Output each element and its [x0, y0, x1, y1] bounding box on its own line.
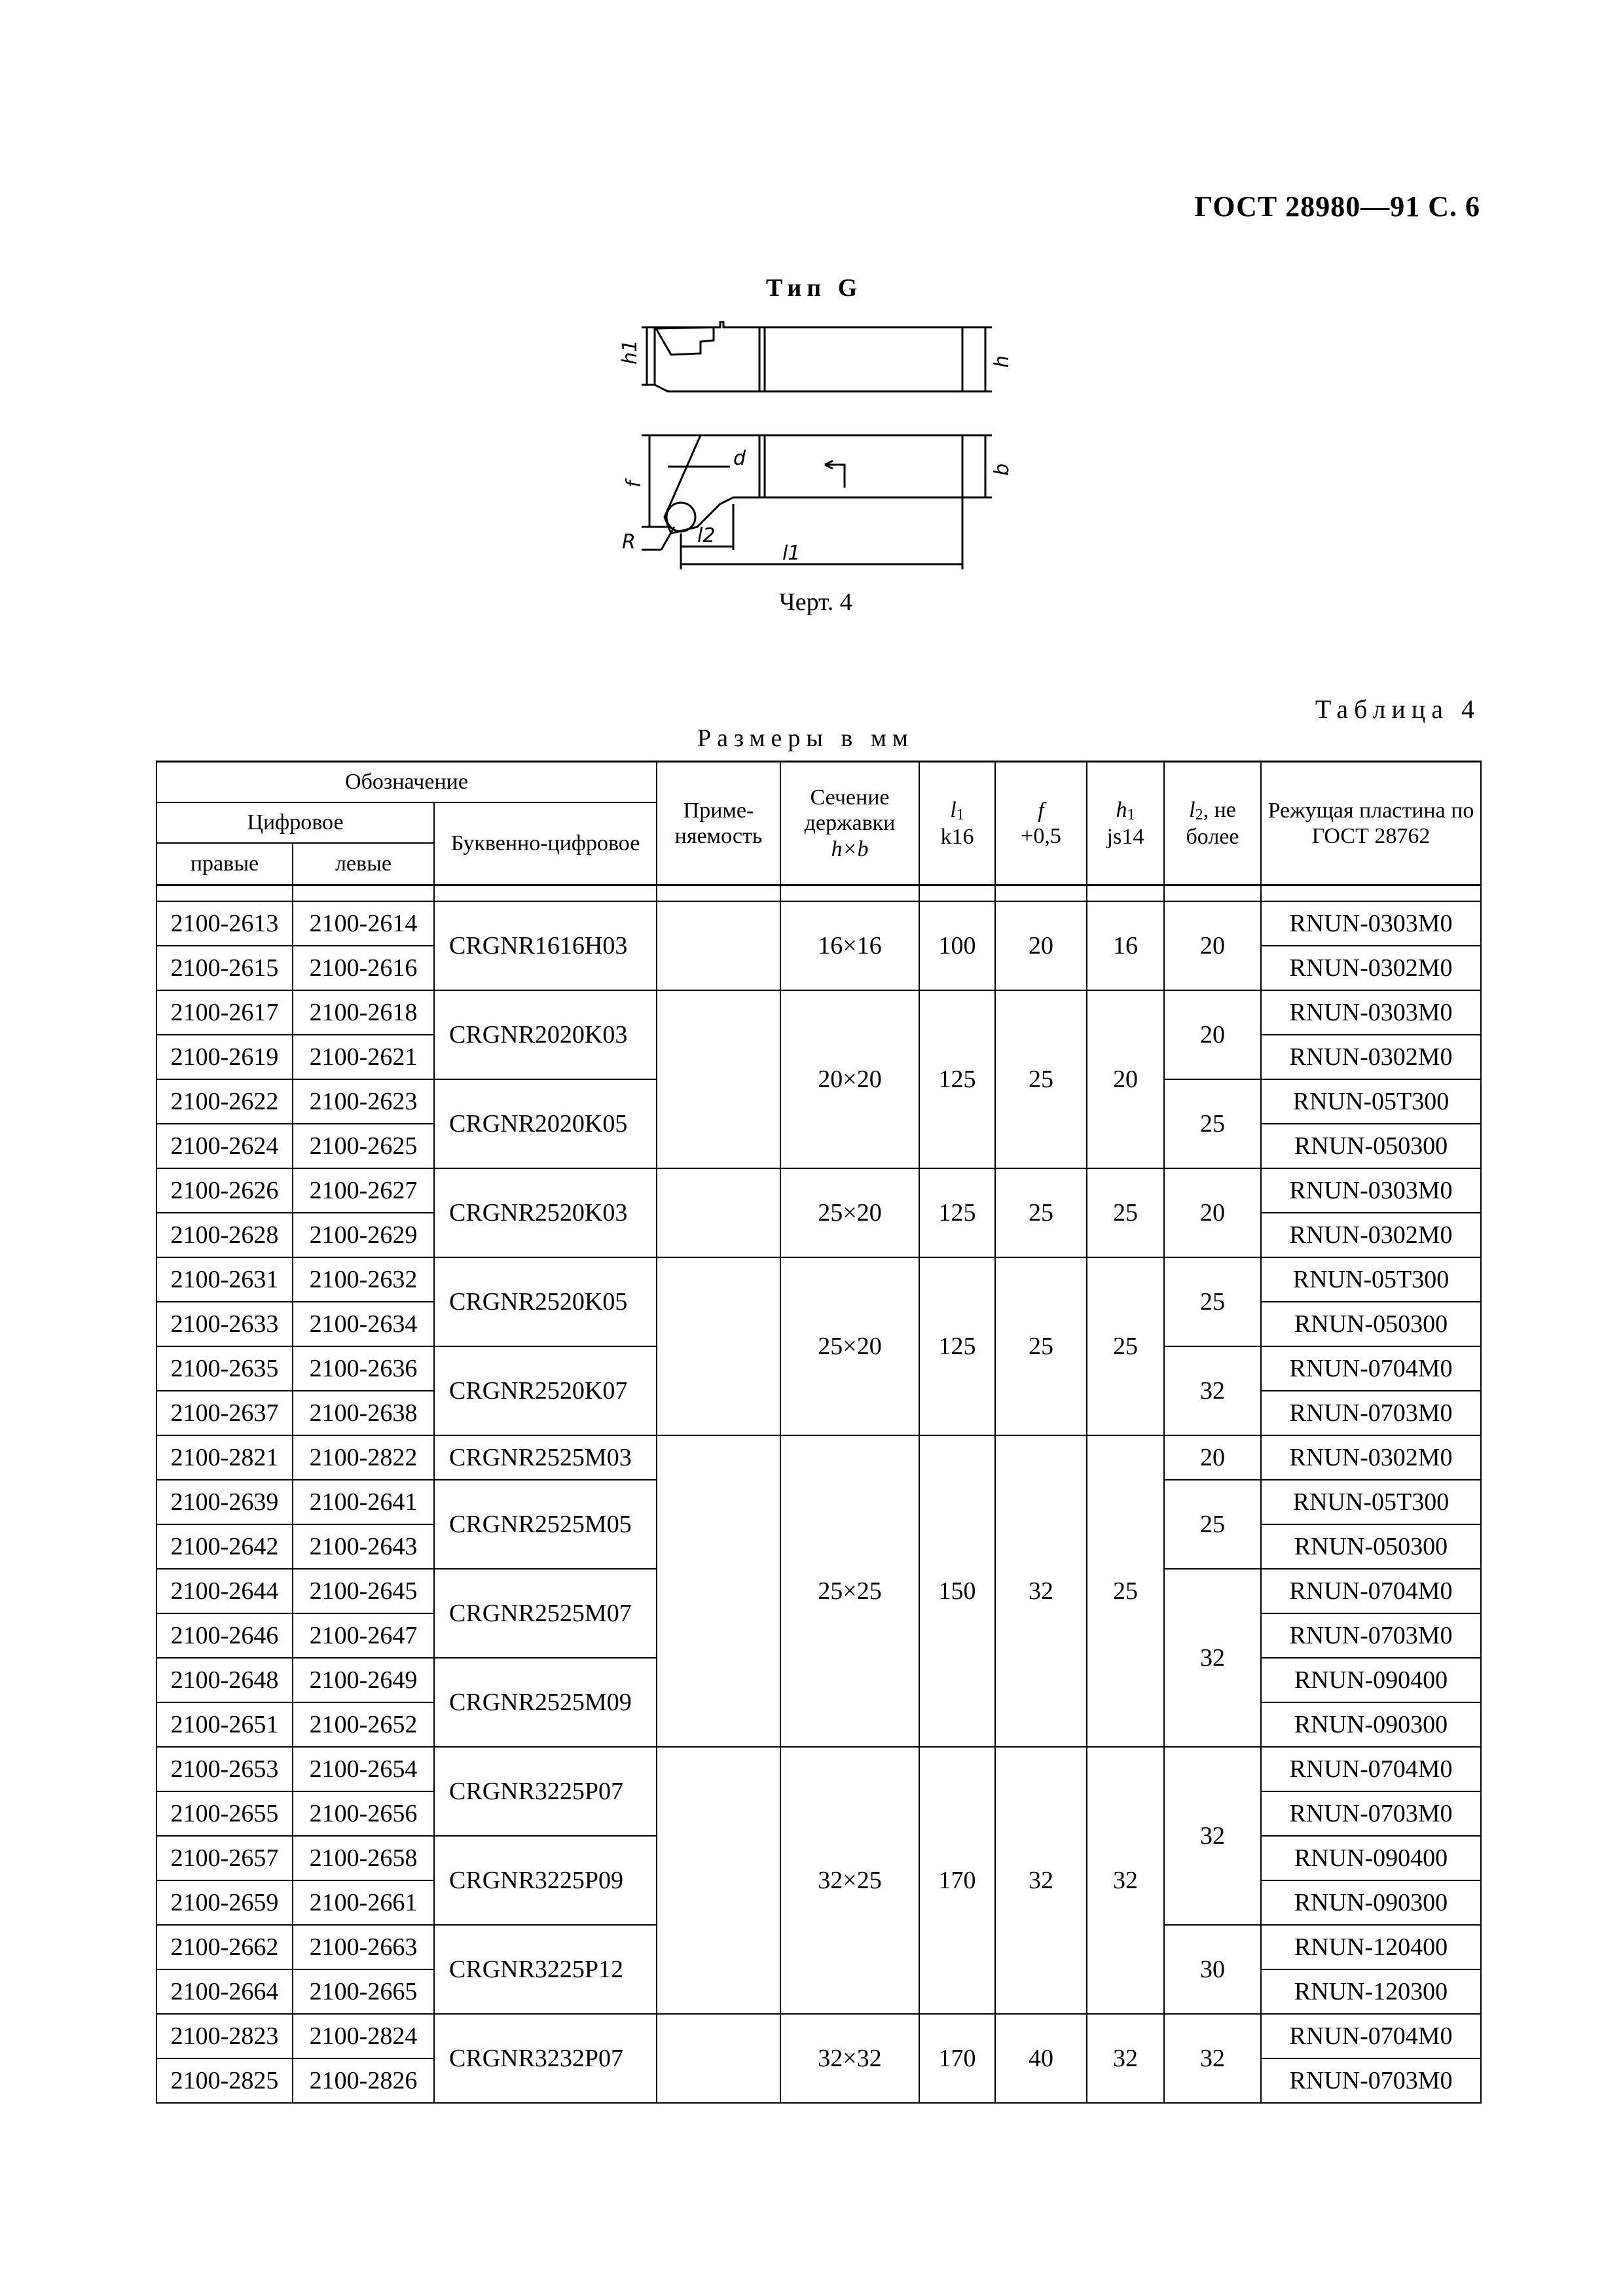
cell-insert: RNUN-0703M0	[1261, 1613, 1481, 1658]
cell-l2: 32	[1164, 1747, 1261, 1925]
cell-left-code: 2100-2656	[293, 1791, 434, 1836]
dim-label-l2: l2	[697, 524, 716, 547]
cell-insert: RNUN-0704M0	[1261, 1569, 1481, 1613]
cell-insert: RNUN-090400	[1261, 1658, 1481, 1702]
cell-left-code: 2100-2621	[293, 1035, 434, 1079]
cell-left-code: 2100-2634	[293, 1302, 434, 1346]
cell-l1: 170	[919, 2014, 995, 2103]
cell-h1: 32	[1087, 1747, 1164, 2014]
cell-alnum-code: CRGNR3225P09	[434, 1836, 657, 1925]
figure-caption: Черт. 4	[779, 588, 852, 616]
cell-insert: RNUN-0302M0	[1261, 1435, 1481, 1480]
cell-right-code: 2100-2823	[156, 2014, 293, 2058]
dim-label-h1: h1	[619, 339, 642, 365]
cell-right-code: 2100-2639	[156, 1480, 293, 1524]
cell-left-code: 2100-2824	[293, 2014, 434, 2058]
cell-right-code: 2100-2646	[156, 1613, 293, 1658]
cell-insert: RNUN-050300	[1261, 1124, 1481, 1168]
cell-left-code: 2100-2663	[293, 1925, 434, 1969]
table-row	[156, 1168, 1481, 1213]
cell-applicability	[657, 990, 780, 1168]
cell-alnum-code: CRGNR1616H03	[434, 901, 657, 990]
cell-right-code: 2100-2626	[156, 1168, 293, 1213]
insert-seat	[656, 327, 714, 355]
cell-alnum-code: CRGNR3225P07	[434, 1747, 657, 1836]
table-row	[156, 1435, 1481, 1480]
cell-right-code: 2100-2644	[156, 1569, 293, 1613]
header-h1: h1 js14	[1087, 762, 1164, 886]
cell-alnum-code: CRGNR2020K05	[434, 1079, 657, 1168]
cell-right-code: 2100-2619	[156, 1035, 293, 1079]
cell-insert: RNUN-0302M0	[1261, 946, 1481, 990]
cell-insert: RNUN-120300	[1261, 1969, 1481, 2014]
header-right: правые	[156, 843, 293, 886]
dim-label-r: R	[622, 531, 636, 554]
cell-l1: 170	[919, 1747, 995, 2014]
cell-right-code: 2100-2631	[156, 1257, 293, 1302]
cell-alnum-code: CRGNR3225P12	[434, 1925, 657, 2014]
cell-right-code: 2100-2657	[156, 1836, 293, 1880]
cell-applicability	[657, 1257, 780, 1435]
cell-alnum-code: CRGNR2020K03	[434, 990, 657, 1079]
cell-applicability	[657, 1747, 780, 2014]
cell-f: 25	[995, 1168, 1087, 1257]
cell-insert: RNUN-120400	[1261, 1925, 1481, 1969]
cell-f: 25	[995, 990, 1087, 1168]
header-applicability: Приме-няемость	[657, 762, 780, 886]
cell-left-code: 2100-2625	[293, 1124, 434, 1168]
cell-right-code: 2100-2635	[156, 1346, 293, 1391]
cell-left-code: 2100-2623	[293, 1079, 434, 1124]
dim-label-l1: l1	[782, 542, 801, 565]
cell-l1: 100	[919, 901, 995, 990]
cell-applicability	[657, 901, 780, 990]
cell-alnum-code: CRGNR2520K05	[434, 1257, 657, 1346]
insert-circle	[666, 503, 695, 531]
cell-left-code: 2100-2658	[293, 1836, 434, 1880]
cell-l1: 125	[919, 1168, 995, 1257]
table-row	[156, 1257, 1481, 1302]
cell-left-code: 2100-2616	[293, 946, 434, 990]
page-header: ГОСТ 28980—91 С. 6	[1194, 190, 1480, 223]
cell-left-code: 2100-2627	[293, 1168, 434, 1213]
cell-left-code: 2100-2645	[293, 1569, 434, 1613]
cell-left-code: 2100-2665	[293, 1969, 434, 2014]
cell-h1: 25	[1087, 1435, 1164, 1747]
cell-right-code: 2100-2653	[156, 1747, 293, 1791]
table-body	[156, 886, 1481, 2104]
cell-alnum-code: CRGNR2525M09	[434, 1658, 657, 1747]
cell-right-code: 2100-2821	[156, 1435, 293, 1480]
cell-insert: RNUN-090300	[1261, 1880, 1481, 1925]
cell-l2: 20	[1164, 990, 1261, 1079]
cell-f: 25	[995, 1257, 1087, 1435]
cell-l2: 20	[1164, 1435, 1261, 1480]
cell-l2: 25	[1164, 1257, 1261, 1346]
table-row	[156, 901, 1481, 946]
cell-right-code: 2100-2655	[156, 1791, 293, 1836]
cell-left-code: 2100-2638	[293, 1391, 434, 1435]
cell-right-code: 2100-2637	[156, 1391, 293, 1435]
cell-l2: 20	[1164, 1168, 1261, 1257]
table-row	[156, 1747, 1481, 1791]
table-row	[156, 990, 1481, 1035]
cell-insert: RNUN-0302M0	[1261, 1035, 1481, 1079]
cell-l2: 32	[1164, 1346, 1261, 1435]
cell-l2: 32	[1164, 2014, 1261, 2103]
cell-applicability	[657, 2014, 780, 2103]
header-l1: l1 k16	[919, 762, 995, 886]
cell-right-code: 2100-2651	[156, 1702, 293, 1747]
header-left: левые	[293, 843, 434, 886]
cell-insert: RNUN-05T300	[1261, 1480, 1481, 1524]
cell-insert: RNUN-05T300	[1261, 1257, 1481, 1302]
cell-applicability	[657, 1168, 780, 1257]
cell-left-code: 2100-2649	[293, 1658, 434, 1702]
cell-left-code: 2100-2636	[293, 1346, 434, 1391]
dim-label-h: h	[991, 355, 1013, 368]
cell-h1: 16	[1087, 901, 1164, 990]
spec-table	[156, 761, 1482, 2104]
dim-label-b: b	[991, 463, 1013, 476]
cell-f: 32	[995, 1435, 1087, 1747]
cell-insert: RNUN-050300	[1261, 1524, 1481, 1569]
cell-insert: RNUN-0704M0	[1261, 1747, 1481, 1791]
cell-h1: 20	[1087, 990, 1164, 1168]
cell-insert: RNUN-0303M0	[1261, 990, 1481, 1035]
cell-f: 32	[995, 1747, 1087, 2014]
cell-insert: RNUN-0704M0	[1261, 2014, 1481, 2058]
cell-section: 25×25	[780, 1435, 919, 1747]
header-digital: Цифровое	[156, 802, 434, 843]
cell-insert: RNUN-090400	[1261, 1836, 1481, 1880]
header-l2: l2, не более	[1164, 762, 1261, 886]
cell-insert: RNUN-050300	[1261, 1302, 1481, 1346]
cell-alnum-code: CRGNR2520K03	[434, 1168, 657, 1257]
header-section: Сечение державки h×b	[780, 762, 919, 886]
units-note: Размеры в мм	[697, 725, 914, 752]
header-insert: Режущая пластина по ГОСТ 28762	[1261, 762, 1481, 886]
cell-right-code: 2100-2662	[156, 1925, 293, 1969]
cell-right-code: 2100-2664	[156, 1969, 293, 2014]
cell-right-code: 2100-2633	[156, 1302, 293, 1346]
cell-section: 32×25	[780, 1747, 919, 2014]
cell-left-code: 2100-2826	[293, 2058, 434, 2103]
header-designation: Обозначение	[156, 762, 657, 803]
cell-right-code: 2100-2648	[156, 1658, 293, 1702]
cell-insert: RNUN-090300	[1261, 1702, 1481, 1747]
cell-h1: 25	[1087, 1257, 1164, 1435]
cell-l2: 25	[1164, 1079, 1261, 1168]
cell-right-code: 2100-2624	[156, 1124, 293, 1168]
header-alnum: Буквенно-цифровое	[434, 802, 657, 886]
bottom-view-outline	[665, 435, 962, 533]
cell-right-code: 2100-2613	[156, 901, 293, 946]
cell-left-code: 2100-2647	[293, 1613, 434, 1658]
cell-right-code: 2100-2617	[156, 990, 293, 1035]
cell-alnum-code: CRGNR2520K07	[434, 1346, 657, 1435]
cell-insert: RNUN-0303M0	[1261, 1168, 1481, 1213]
cell-insert: RNUN-05T300	[1261, 1079, 1481, 1124]
cell-left-code: 2100-2654	[293, 1747, 434, 1791]
figure-type-title: Тип G	[766, 274, 863, 302]
cell-l1: 150	[919, 1435, 995, 1747]
cell-alnum-code: CRGNR2525M05	[434, 1480, 657, 1569]
header-f: f +0,5	[995, 762, 1087, 886]
cell-right-code: 2100-2659	[156, 1880, 293, 1925]
top-view-outline	[655, 322, 962, 391]
cell-l2: 25	[1164, 1480, 1261, 1569]
cell-l2: 32	[1164, 1569, 1261, 1747]
cell-section: 32×32	[780, 2014, 919, 2103]
cell-section: 25×20	[780, 1168, 919, 1257]
cell-insert: RNUN-0303M0	[1261, 901, 1481, 946]
cell-l2: 20	[1164, 901, 1261, 990]
cell-right-code: 2100-2615	[156, 946, 293, 990]
cell-left-code: 2100-2618	[293, 990, 434, 1035]
dim-label-d: d	[733, 447, 746, 470]
cell-right-code: 2100-2622	[156, 1079, 293, 1124]
cell-left-code: 2100-2632	[293, 1257, 434, 1302]
cell-left-code: 2100-2643	[293, 1524, 434, 1569]
cell-section: 16×16	[780, 901, 919, 990]
cell-applicability	[657, 1435, 780, 1747]
cell-insert: RNUN-0704M0	[1261, 1346, 1481, 1391]
cell-h1: 32	[1087, 2014, 1164, 2103]
cell-alnum-code: CRGNR3232P07	[434, 2014, 657, 2103]
cell-l1: 125	[919, 1257, 995, 1435]
cell-left-code: 2100-2652	[293, 1702, 434, 1747]
cell-left-code: 2100-2661	[293, 1880, 434, 1925]
cell-left-code: 2100-2614	[293, 901, 434, 946]
cell-right-code: 2100-2825	[156, 2058, 293, 2103]
cell-f: 40	[995, 2014, 1087, 2103]
cell-insert: RNUN-0703M0	[1261, 2058, 1481, 2103]
tool-drawing	[615, 308, 1021, 583]
cell-insert: RNUN-0703M0	[1261, 1391, 1481, 1435]
cell-alnum-code: CRGNR2525M07	[434, 1569, 657, 1658]
cell-l1: 125	[919, 990, 995, 1168]
cell-right-code: 2100-2642	[156, 1524, 293, 1569]
cell-left-code: 2100-2641	[293, 1480, 434, 1524]
cell-h1: 25	[1087, 1168, 1164, 1257]
cell-left-code: 2100-2629	[293, 1213, 434, 1257]
cell-section: 20×20	[780, 990, 919, 1168]
cell-l2: 30	[1164, 1925, 1261, 2014]
cell-left-code: 2100-2822	[293, 1435, 434, 1480]
cell-insert: RNUN-0703M0	[1261, 1791, 1481, 1836]
cell-f: 20	[995, 901, 1087, 990]
table-caption: Таблица 4	[1315, 694, 1480, 724]
dim-label-f: f	[623, 480, 646, 488]
cell-insert: RNUN-0302M0	[1261, 1213, 1481, 1257]
cell-alnum-code: CRGNR2525M03	[434, 1435, 657, 1480]
header-spacer-row	[156, 886, 1481, 902]
cell-right-code: 2100-2628	[156, 1213, 293, 1257]
cell-section: 25×20	[780, 1257, 919, 1435]
table-row	[156, 2014, 1481, 2058]
